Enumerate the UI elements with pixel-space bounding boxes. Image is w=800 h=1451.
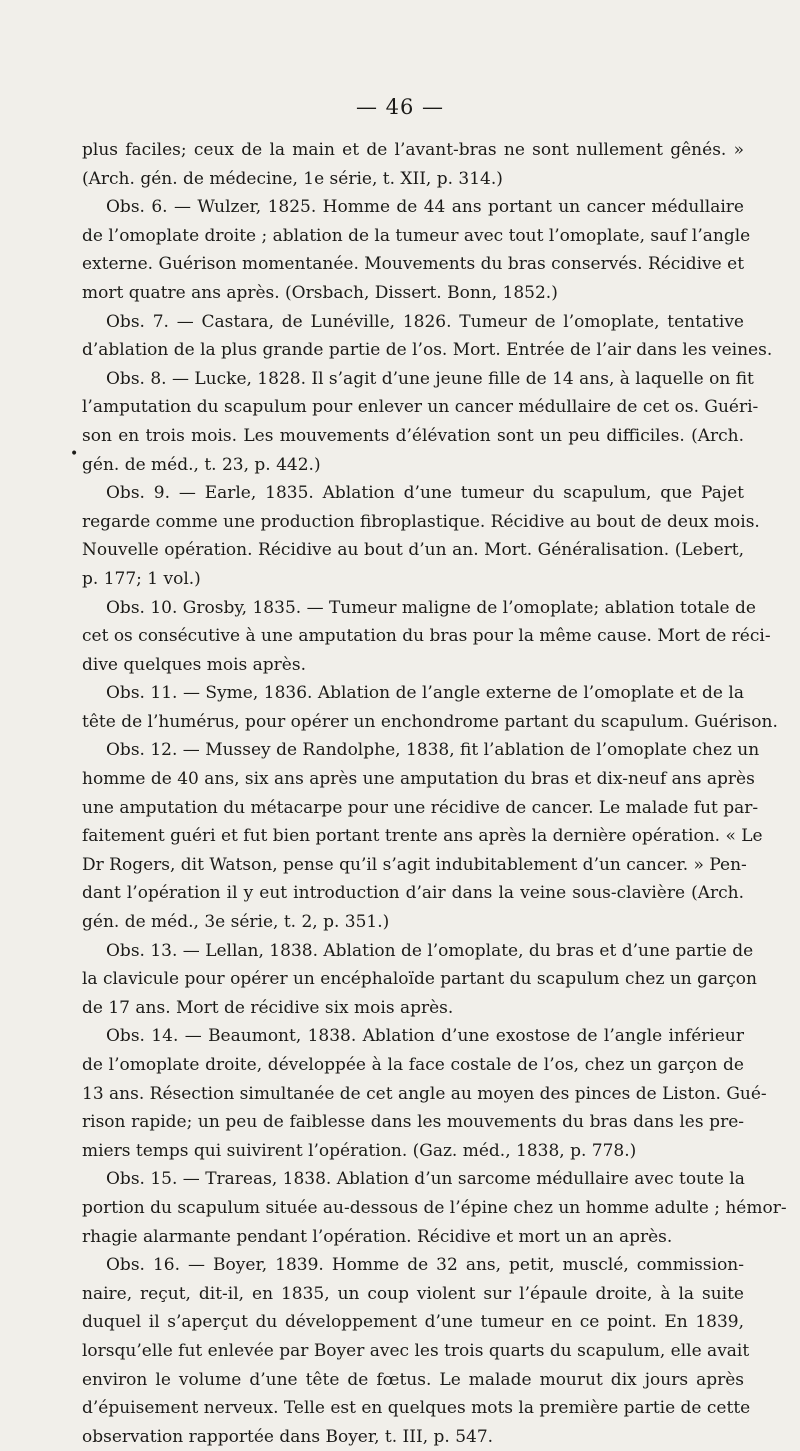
text-line: regarde comme une production fibroplastique. Récidive au bout de deux mois. [82, 511, 760, 532]
text-line: son en trois mois. Les mouvements d’élévation sont un peu difficiles. (Arch. [82, 425, 744, 446]
text-line: de 17 ans. Mort de récidive six mois après. [82, 997, 454, 1018]
obs-13-line: Obs. 13. — Lellan, 1838. Ablation de l’omoplate, du bras et d’une partie de [106, 940, 754, 961]
obs-14-line: Obs. 14. — Beaumont, 1838. Ablation d’une exostose de l’angle inférieur [106, 1026, 744, 1047]
obs-10-line: Obs. 10. Grosby, 1835. — Tumeur maligne de l’omoplate; ablation totale de [106, 597, 756, 618]
text-line: plus faciles; ceux de la main et de l’avant-bras ne sont nullement gênés. » [82, 140, 744, 160]
text-line: miers temps qui suivirent l’opération. (Gaz. méd., 1838, p. 778.) [82, 1140, 637, 1161]
text-line: rison rapide; un peu de faiblesse dans les mouvements du bras dans les pre- [82, 1112, 744, 1133]
text-line: rhagie alarmante pendant l’opération. Récidive et mort un an après. [82, 1226, 673, 1247]
text-line: lorsqu’elle fut enlevée par Boyer avec les trois quarts du scapulum, elle avait [82, 1340, 750, 1361]
obs-11-line: Obs. 11. — Syme, 1836. Ablation de l’angle externe de l’omoplate et de la [106, 683, 744, 704]
text-line: une amputation du métacarpe pour une récidive de cancer. Le malade fut par- [82, 797, 759, 818]
text-line: de l’omoplate droite ; ablation de la tumeur avec tout l’omoplate, sauf l’angle [82, 225, 751, 246]
obs-9-line: Obs. 9. — Earle, 1835. Ablation d’une tumeur du scapulum, que Pajet [106, 483, 744, 504]
margin-dot: • [70, 446, 79, 462]
text-line: duquel il s’aperçut du développement d’une tumeur en ce point. En 1839, [82, 1312, 744, 1333]
text-line: observation rapportée dans Boyer, t. III, p. 547. [82, 1426, 494, 1447]
text-line: tête de l’humérus, pour opérer un enchondrome partant du scapulum. Guérison. [82, 711, 778, 732]
text-line: 13 ans. Résection simultanée de cet angle au moyen des pinces de Liston. Gué- [82, 1083, 767, 1104]
obs-7-line: Obs. 7. — Castara, de Lunéville, 1826. Tumeur de l’omoplate, tentative [106, 311, 744, 332]
text-line: environ le volume d’une tête de fœtus. Le malade mourut dix jours après [82, 1369, 744, 1390]
text-line: mort quatre ans après. (Orsbach, Dissert. Bonn, 1852.) [82, 282, 558, 303]
text-line: cet os consécutive à une amputation du bras pour la même cause. Mort de réci- [82, 626, 771, 647]
obs-12-line: Obs. 12. — Mussey de Randolphe, 1838, fit l’ablation de l’omoplate chez un [106, 740, 760, 761]
obs-15-line: Obs. 15. — Trareas, 1838. Ablation d’un sarcome médullaire avec toute la [106, 1169, 745, 1190]
text-line: d’épuisement nerveux. Telle est en quelques mots la première partie de cette [82, 1398, 751, 1419]
obs-8-line: Obs. 8. — Lucke, 1828. Il s’agit d’une jeune fille de 14 ans, à laquelle on fit [106, 368, 754, 389]
text-line: Nouvelle opération. Récidive au bout d’un an. Mort. Généralisation. (Lebert, [82, 540, 744, 561]
text-line: de l’omoplate droite, développée à la face costale de l’os, chez un garçon de [82, 1055, 744, 1075]
text-line: homme de 40 ans, six ans après une amputation du bras et dix-neuf ans après [82, 769, 755, 790]
text-line: la clavicule pour opérer un encéphaloïde partant du scapulum chez un garçon [82, 969, 757, 990]
text-line: d’ablation de la plus grande partie de l’os. Mort. Entrée de l’air dans les veines. [82, 340, 773, 361]
text-line: dant l’opération il y eut introduction d’air dans la veine sous-clavière (Arch. [82, 883, 744, 904]
text-line: naire, reçut, dit-il, en 1835, un coup violent sur l’épaule droite, à la suite [82, 1283, 744, 1304]
obs-16-line: Obs. 16. — Boyer, 1839. Homme de 32 ans, petit, musclé, commission- [106, 1255, 744, 1276]
text-line: gén. de méd., 3e série, t. 2, p. 351.) [82, 912, 390, 933]
text-line: dive quelques mois après. [82, 654, 306, 675]
text-line: externe. Guérison momentanée. Mouvements du bras conservés. Récidive et [82, 254, 745, 275]
text-line: gén. de méd., t. 23, p. 442.) [82, 454, 321, 475]
text-line: (Arch. gén. de médecine, 1e série, t. XII, p. 314.) [82, 168, 503, 189]
text-line: Dr Rogers, dit Watson, pense qu’il s’agit indubitablement d’un cancer. » Pen- [82, 854, 747, 875]
body-text [82, 136, 787, 1451]
page-number: — 46 — [355, 95, 445, 119]
text-line: portion du scapulum située au-dessous de l’épine chez un homme adulte ; hémor- [82, 1197, 787, 1218]
obs-6-line: Obs. 6. — Wulzer, 1825. Homme de 44 ans portant un cancer médullaire [106, 197, 744, 218]
text-line: l’amputation du scapulum pour enlever un cancer médullaire de cet os. Guéri- [82, 397, 759, 418]
text-line: p. 177; 1 vol.) [82, 568, 201, 589]
text-line: faitement guéri et fut bien portant trente ans après la dernière opération. « Le [82, 826, 763, 847]
